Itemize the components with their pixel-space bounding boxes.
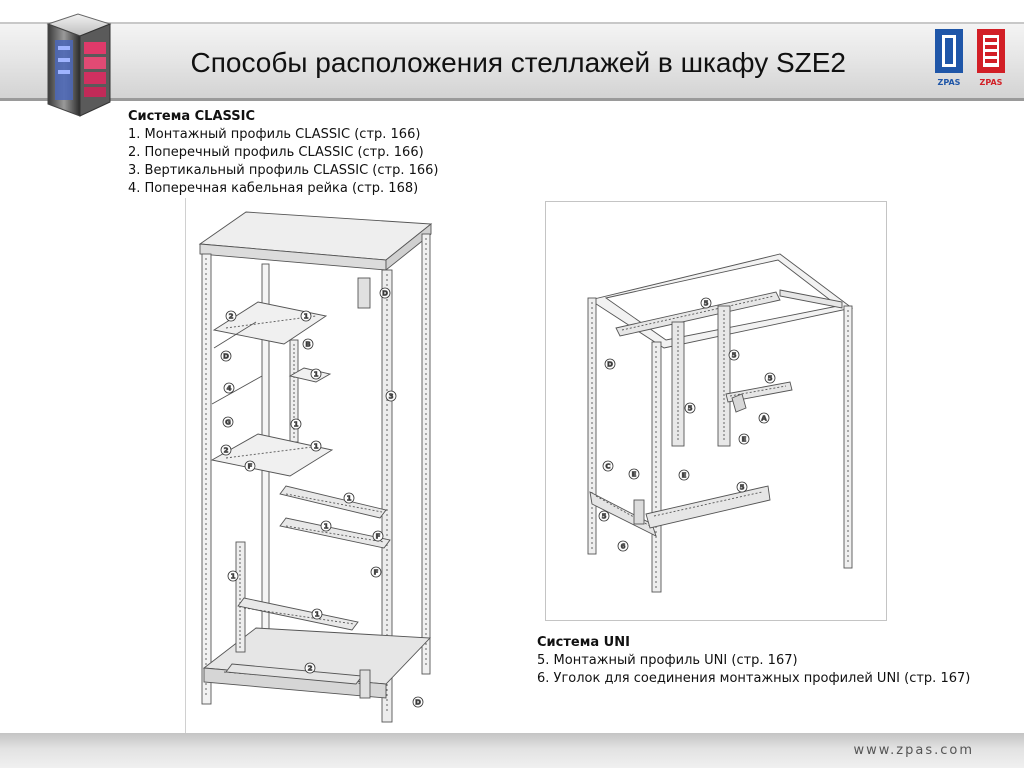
svg-text:E: E (681, 471, 687, 480)
svg-text:1: 1 (313, 442, 319, 451)
svg-text:5: 5 (601, 512, 607, 521)
svg-text:D: D (607, 360, 613, 369)
uni-cabinet-diagram (545, 201, 887, 621)
svg-text:2: 2 (223, 446, 229, 455)
svg-text:1: 1 (303, 312, 309, 321)
svg-text:F: F (375, 532, 381, 541)
svg-text:F: F (373, 568, 379, 577)
svg-text:1: 1 (230, 572, 236, 581)
svg-text:D: D (415, 698, 421, 707)
uni-heading: Система UNI (537, 635, 630, 650)
svg-text:5: 5 (703, 299, 709, 308)
zpas-logo-caption: ZPAS (979, 78, 1003, 87)
svg-text:1: 1 (313, 370, 319, 379)
svg-text:3: 3 (388, 392, 394, 401)
svg-text:D: D (382, 289, 388, 298)
zpas-logo-blue-icon (932, 26, 966, 90)
page-title: Способы расположения стеллажей в шкафу SZE2 (190, 47, 846, 78)
classic-item: 3. Вертикальный профиль CLASSIC (стр. 166) (128, 163, 439, 178)
svg-text:A: A (761, 414, 767, 423)
svg-text:E: E (631, 470, 637, 479)
zpas-logo-red-icon (974, 26, 1008, 90)
footer-url-link[interactable]: www.zpas.com (853, 743, 974, 758)
svg-text:5: 5 (767, 374, 773, 383)
svg-text:6: 6 (620, 542, 626, 551)
svg-text:2: 2 (307, 664, 313, 673)
svg-text:5: 5 (731, 351, 737, 360)
svg-text:2: 2 (228, 312, 234, 321)
svg-text:C: C (605, 462, 611, 471)
classic-item: 1. Монтажный профиль CLASSIC (стр. 166) (128, 127, 421, 142)
uni-system-list (537, 634, 970, 688)
svg-text:1: 1 (293, 420, 299, 429)
svg-text:1: 1 (346, 494, 352, 503)
uni-item: 5. Монтажный профиль UNI (стр. 167) (537, 653, 798, 668)
svg-text:1: 1 (314, 610, 320, 619)
svg-text:B: B (305, 340, 311, 349)
svg-text:G: G (225, 418, 231, 427)
classic-system-list (128, 108, 438, 198)
svg-text:5: 5 (739, 483, 745, 492)
zpas-logo-caption: ZPAS (937, 78, 961, 87)
classic-cabinet-diagram (185, 198, 442, 738)
classic-item: 4. Поперечная кабельная рейка (стр. 168) (128, 181, 419, 196)
cabinet-cube-logo-icon (38, 10, 118, 122)
header-bottom-rule (0, 98, 1024, 101)
svg-text:1: 1 (323, 522, 329, 531)
classic-item: 2. Поперечный профиль CLASSIC (стр. 166) (128, 145, 424, 160)
uni-item: 6. Уголок для соединения монтажных профилей UNI (стр. 167) (537, 671, 971, 686)
svg-text:D: D (223, 352, 229, 361)
classic-heading: Система CLASSIC (128, 109, 256, 124)
svg-text:E: E (741, 435, 747, 444)
svg-text:4: 4 (226, 384, 232, 393)
svg-text:F: F (247, 462, 253, 471)
svg-text:5: 5 (687, 404, 693, 413)
